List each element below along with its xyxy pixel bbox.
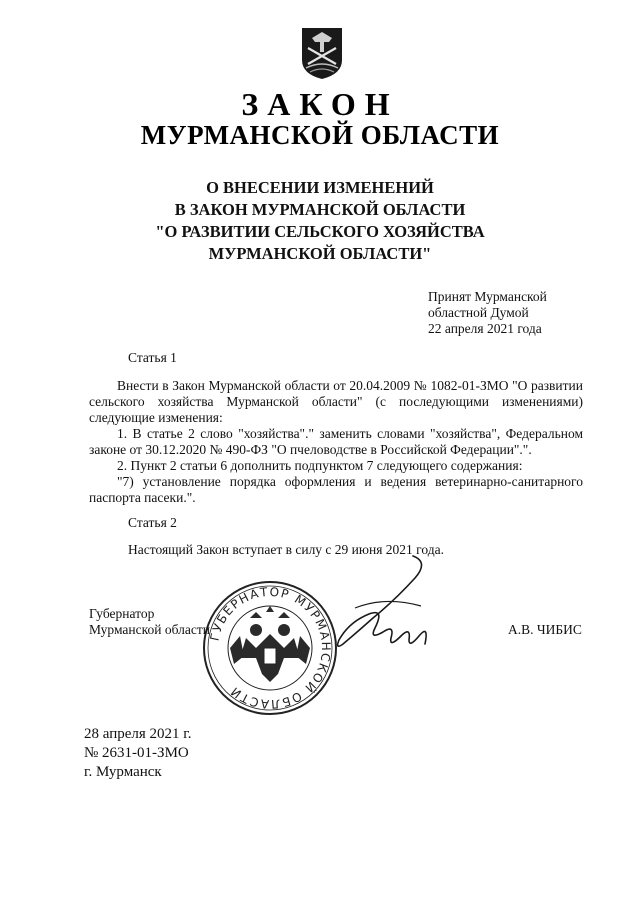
signing-date: 28 апреля 2021 г. — [84, 726, 192, 742]
governor-seal-icon — [200, 578, 340, 718]
subject-line: О ВНЕСЕНИИ ИЗМЕНЕНИЙ — [206, 178, 434, 197]
article-2-heading: Статья 2 — [128, 515, 177, 530]
adoption-line: областной Думой — [428, 305, 529, 320]
subject-line: В ЗАКОН МУРМАНСКОЙ ОБЛАСТИ — [174, 200, 466, 219]
article-1-item-2 — [89, 458, 583, 474]
article-1-intro-text: Внести в Закон Мурманской области от 20.04.2009 № 1082-01-ЗМО "О развитии сельского хозяйства Мурманской области" (с последующими изменениями) следующие изменения: — [89, 378, 583, 425]
article-1-item-1 — [89, 426, 583, 458]
seal-text: ГУБЕРНАТОР МУРМАНСКОЙ ОБЛАСТИ — [207, 584, 334, 712]
article-1-item-2-text: 2. Пункт 2 статьи 6 дополнить подпунктом 7 следующего содержания: — [117, 458, 523, 473]
article-1-quote-text: "7) установление порядка оформления и ведения ветеринарно-санитарного паспорта пасеки.". — [89, 474, 583, 505]
signatory-name: А.В. ЧИБИС — [508, 622, 582, 637]
adoption-line: Принят Мурманской — [428, 289, 547, 304]
article-1-item-1-text: 1. В статье 2 слово "хозяйства"." заменить словами "хозяйства", Федеральном законе от 30.12.2020 № 490-ФЗ "О пчеловодстве в Российской Федерации".". — [89, 426, 583, 457]
article-1-item-2-quote — [89, 474, 583, 506]
adoption-date: 22 апреля 2021 года — [428, 321, 542, 336]
signatory-position: Губернатор — [89, 606, 155, 621]
law-region-heading: МУРМАНСКОЙ ОБЛАСТИ — [140, 120, 500, 150]
signatory-title — [89, 606, 210, 638]
law-subject-title — [0, 177, 640, 265]
signatory-region: Мурманской области — [89, 622, 210, 637]
law-registration-block — [84, 725, 192, 782]
law-number: № 2631-01-ЗМО — [84, 745, 189, 761]
article-2-text: Настоящий Закон вступает в силу с 29 июня 2021 года. — [128, 542, 444, 557]
article-1-body — [89, 378, 583, 506]
murmansk-coat-of-arms-icon — [300, 26, 344, 80]
signing-city: г. Мурманск — [84, 764, 162, 780]
handwritten-signature-icon — [325, 548, 445, 658]
subject-line: "О РАЗВИТИИ СЕЛЬСКОГО ХОЗЯЙСТВА — [155, 222, 485, 241]
adoption-note — [428, 289, 547, 337]
law-heading: ЗАКОН — [241, 86, 399, 122]
article-1-heading: Статья 1 — [128, 350, 177, 365]
article-1-intro — [89, 378, 583, 426]
subject-line: МУРМАНСКОЙ ОБЛАСТИ" — [208, 244, 432, 263]
